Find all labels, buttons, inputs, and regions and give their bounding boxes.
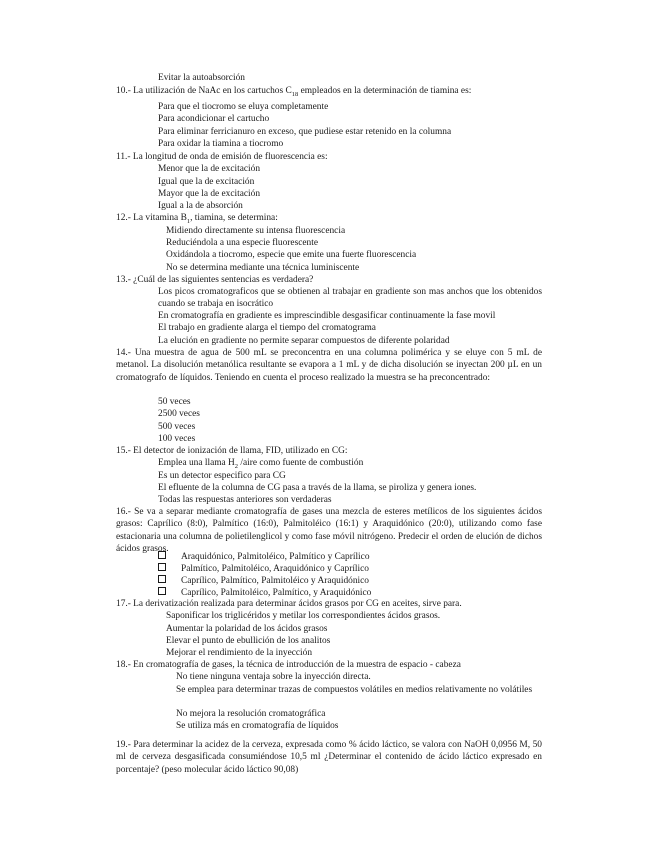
q18-option-b: Se emplea para determinar trazas de compuestos volátiles en medios relativamente no volátiles bbox=[176, 685, 533, 695]
q11-option-a: Menor que la de excitación bbox=[158, 164, 261, 174]
q15-option-d: Todas las respuestas anteriores son verdaderas bbox=[158, 495, 332, 505]
q11-option-b: Igual que la de excitación bbox=[158, 177, 255, 187]
q16-option-c[interactable]: Caprílico, Palmítico, Palmitoléico y Araquidónico bbox=[158, 575, 369, 587]
q18-stem: 18.- En cromatografía de gases, la técnica de introducción de la muestra de espacio - cabeza bbox=[116, 660, 461, 670]
q12-option-d: No se determina mediante una técnica luminiscente bbox=[166, 263, 360, 273]
q13-option-d: La elución en gradiente no permite separar compuestos de diferente polaridad bbox=[158, 336, 450, 346]
q14-option-a: 50 veces bbox=[158, 397, 191, 407]
q15-stem: 15.- El detector de ionización de llama, FID, utilizado en CG: bbox=[116, 446, 348, 456]
q13-option-b: En cromatografía en gradiente es imprescindible desgasificar continuamente la fase movil bbox=[158, 311, 496, 321]
q17-option-b: Aumentar la polaridad de los ácidos grasos bbox=[166, 624, 328, 634]
q12-option-c: Oxidándola a tiocromo, especie que emite una fuerte fluorescencia bbox=[166, 250, 417, 260]
q10-option-d: Para oxidar la tiamina a tiocromo bbox=[158, 139, 284, 149]
q12-stem: 12.- La vitamina $B_1$, tiamina, se determina: bbox=[116, 213, 278, 225]
q13-stem: 13.- ¿Cuál de las siguientes sentencias es verdadera? bbox=[116, 275, 314, 285]
q11-option-c: Mayor que la de excitación bbox=[158, 189, 261, 199]
q14-option-b: 2500 veces bbox=[158, 409, 200, 419]
q19-stem: 19.- Para determinar la acidez de la cerveza, expresada como % ácido láctico, se valora con NaOH 0,0956 M, 50 ml de cerveza desgasificada consumiéndose 10,5 ml ¿Determinar el contenido de ácido láctico expresado en porcentaje? (peso molecular ácido láctico 90,08) bbox=[116, 740, 542, 775]
q14-stem: 14.- Una muestra de agua de 500 mL se preconcentra en una columna polimérica y se eluye con 5 mL de metanol. La disolución metanólica resultante se evapora a 1 mL y de dicha disolución se inyectan 200 µL en un cromatografo de líquidos. Teniendo en cuenta el proceso realizado la muestra se ha preconcentrado: bbox=[116, 348, 542, 383]
q16-stem: 16.- Se va a separar mediante cromatografía de gases una mezcla de esteres metílicos de los siguientes ácidos grasos: Caprílico (8:0), Palmítico (16:0), Palmitoléico (16:1) y Araquidónico (20:0), utilizando como fase estacionaria una columna de polietilenglicol y como fase móvil nitrógeno. Predecir el orden de elución de dichos ácidos grasos. bbox=[116, 507, 542, 555]
q16-option-d[interactable]: Caprílico, Palmitoléico, Palmítico, y Araquidónico bbox=[158, 587, 371, 599]
q14-option-d: 100 veces bbox=[158, 434, 196, 444]
q13-option-a: Los picos cromatograficos que se obtienen al trabajar en gradiente son mas anchos que los obtenidos cuando se trabaja en isocrático bbox=[158, 287, 542, 310]
q18-option-d: Se utiliza más en cromatografía de líquidos bbox=[176, 721, 339, 731]
q15-option-c: El efluente de la columna de CG pasa a través de la llama, se piroliza y genera iones. bbox=[158, 483, 477, 493]
q11-stem: 11.- La longitud de onda de emisión de fluorescencia es: bbox=[116, 152, 328, 162]
q16-option-a[interactable]: Araquidónico, Palmitoléico, Palmítico y Caprílico bbox=[158, 551, 370, 563]
checkbox-icon[interactable] bbox=[158, 551, 166, 559]
q12-option-a: Midiendo directamente su intensa fluorescencia bbox=[166, 226, 346, 236]
q13-option-c: El trabajo en gradiente alarga el tiempo del cromatograma bbox=[158, 323, 376, 333]
q11-option-d: Igual a la de absorción bbox=[158, 201, 243, 211]
q15-option-a: Emplea una llama $H_2$ /aire como fuente de combustión bbox=[158, 458, 364, 470]
q17-stem: 17.- La derivatización realizada para determinar ácidos grasos por CG en aceites, sirve para. bbox=[116, 599, 462, 609]
q14-option-c: 500 veces bbox=[158, 422, 196, 432]
q15-option-b: Es un detector especifico para CG bbox=[158, 471, 286, 481]
checkbox-icon[interactable] bbox=[158, 587, 166, 595]
q10-option-c: Para eliminar ferricianuro en exceso, que pudiese estar retenido en la columna bbox=[158, 127, 452, 137]
q10-option-a: Para que el tiocromo se eluya completamente bbox=[158, 102, 329, 112]
q17-option-c: Elevar el punto de ebullición de los analitos bbox=[166, 636, 331, 646]
q10-stem: 10.- La utilización de NaAc en los cartuchos $C_{18}$ empleados en la determinación de tiamina es: bbox=[116, 86, 472, 98]
q18-option-c: No mejora la resolución cromatográfica bbox=[176, 709, 326, 719]
q17-option-d: Mejorar el rendimiento de la inyección bbox=[166, 648, 313, 658]
checkbox-icon[interactable] bbox=[158, 563, 166, 571]
q9-option-d: Evitar la autoabsorción bbox=[158, 73, 245, 83]
q10-option-b: Para acondicionar el cartucho bbox=[158, 114, 270, 124]
q18-option-a: No tiene ninguna ventaja sobre la inyección directa. bbox=[176, 672, 371, 682]
checkbox-icon[interactable] bbox=[158, 575, 166, 583]
q12-option-b: Reduciéndola a una especie fluorescente bbox=[166, 238, 319, 248]
q17-option-a: Saponificar los triglicéridos y metilar los correspondientes ácidos grasos. bbox=[166, 611, 441, 621]
q16-option-b[interactable]: Palmítico, Palmitoléico, Araquidónico y Caprílico bbox=[158, 563, 369, 575]
